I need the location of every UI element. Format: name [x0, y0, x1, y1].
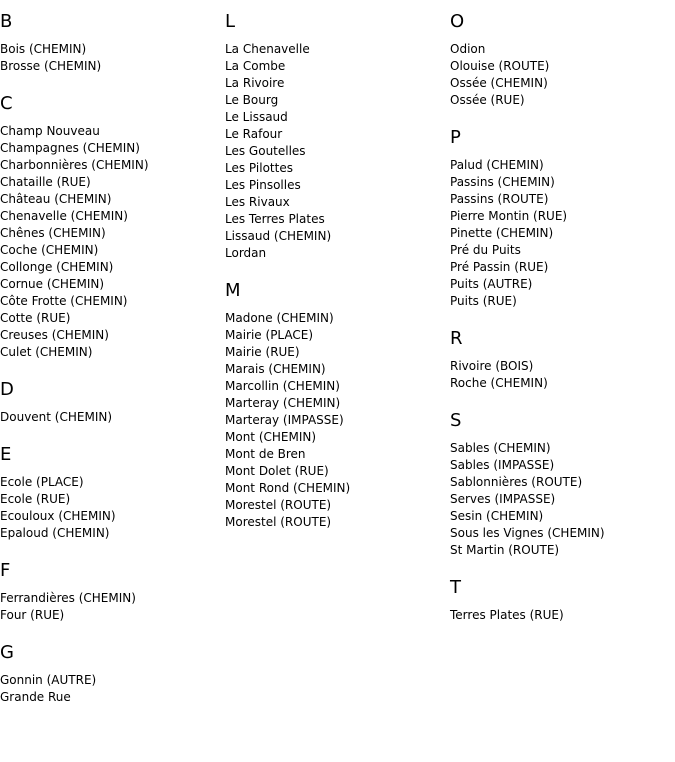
- street-link[interactable]: Passins (ROUTE): [450, 192, 549, 206]
- street-link[interactable]: Morestel (ROUTE): [225, 498, 332, 512]
- street-link[interactable]: Lordan: [225, 246, 267, 260]
- street-link[interactable]: Les Rivaux: [225, 195, 290, 209]
- street-link[interactable]: Epaloud (CHEMIN): [0, 526, 110, 540]
- street-link[interactable]: Madone (CHEMIN): [225, 311, 334, 325]
- street-list: [450, 440, 675, 559]
- street-link[interactable]: Sous les Vignes (CHEMIN): [450, 526, 605, 540]
- street-link[interactable]: La Rivoire: [225, 76, 285, 90]
- letter-heading: T: [450, 577, 461, 598]
- street-link[interactable]: Grande Rue: [0, 690, 71, 704]
- letter-group: [225, 262, 450, 531]
- letter-group: [0, 0, 225, 75]
- street-link[interactable]: Mairie (RUE): [225, 345, 300, 359]
- street-link[interactable]: Culet (CHEMIN): [0, 345, 93, 359]
- street-list: [450, 607, 675, 624]
- street-link[interactable]: Marcollin (CHEMIN): [225, 379, 340, 393]
- street-link[interactable]: Creuses (CHEMIN): [0, 328, 109, 342]
- street-link[interactable]: Morestel (ROUTE): [225, 515, 332, 529]
- street-link[interactable]: Charbonnières (CHEMIN): [0, 158, 149, 172]
- letter-heading: P: [450, 127, 461, 148]
- letter-heading: C: [0, 93, 13, 114]
- street-list: [450, 41, 675, 109]
- street-link[interactable]: Mont Dolet (RUE): [225, 464, 329, 478]
- street-list: [0, 409, 225, 426]
- street-link[interactable]: St Martin (ROUTE): [450, 543, 560, 557]
- street-link[interactable]: Sables (CHEMIN): [450, 441, 551, 455]
- street-link[interactable]: Douvent (CHEMIN): [0, 410, 113, 424]
- street-index-column-2: [225, 0, 450, 531]
- street-link[interactable]: Cornue (CHEMIN): [0, 277, 105, 291]
- street-list: [0, 474, 225, 542]
- letter-heading: M: [225, 280, 241, 301]
- street-link[interactable]: Côte Frotte (CHEMIN): [0, 294, 128, 308]
- street-link[interactable]: Les Terres Plates: [225, 212, 325, 226]
- letter-heading: B: [0, 11, 13, 32]
- street-list: [225, 41, 450, 262]
- letter-group: [450, 0, 675, 109]
- street-list: [0, 41, 225, 75]
- street-list: [0, 590, 225, 624]
- street-link[interactable]: Rivoire (BOIS): [450, 359, 534, 373]
- street-link[interactable]: Chataille (RUE): [0, 175, 91, 189]
- street-link[interactable]: Pinette (CHEMIN): [450, 226, 554, 240]
- street-link[interactable]: Coche (CHEMIN): [0, 243, 99, 257]
- street-link[interactable]: Pré Passin (RUE): [450, 260, 549, 274]
- letter-heading: F: [0, 560, 11, 581]
- letter-heading: O: [450, 11, 465, 32]
- street-link[interactable]: Collonge (CHEMIN): [0, 260, 114, 274]
- street-link[interactable]: Marteray (CHEMIN): [225, 396, 341, 410]
- street-link[interactable]: Champagnes (CHEMIN): [0, 141, 140, 155]
- letter-group: [225, 0, 450, 262]
- letter-group: [0, 624, 225, 706]
- street-link[interactable]: Le Lissaud: [225, 110, 288, 124]
- street-index-column-1: [0, 0, 225, 706]
- street-link[interactable]: Les Goutelles: [225, 144, 306, 158]
- street-link[interactable]: Le Bourg: [225, 93, 279, 107]
- letter-heading: G: [0, 642, 14, 663]
- street-link[interactable]: Puits (AUTRE): [450, 277, 533, 291]
- street-link[interactable]: Pré du Puits: [450, 243, 521, 257]
- letter-group: [450, 310, 675, 392]
- street-link[interactable]: Château (CHEMIN): [0, 192, 112, 206]
- street-link[interactable]: Serves (IMPASSE): [450, 492, 556, 506]
- street-link[interactable]: Mont (CHEMIN): [225, 430, 317, 444]
- street-link[interactable]: Le Rafour: [225, 127, 283, 141]
- street-link[interactable]: Chênes (CHEMIN): [0, 226, 106, 240]
- street-link[interactable]: Gonnin (AUTRE): [0, 673, 97, 687]
- street-link[interactable]: Ossée (RUE): [450, 93, 525, 107]
- street-link[interactable]: Palud (CHEMIN): [450, 158, 544, 172]
- letter-heading: S: [450, 410, 462, 431]
- street-link[interactable]: Ecouloux (CHEMIN): [0, 509, 116, 523]
- street-link[interactable]: La Chenavelle: [225, 42, 310, 56]
- street-index-column-3: [450, 0, 675, 624]
- street-link[interactable]: Sables (IMPASSE): [450, 458, 555, 472]
- letter-group: [450, 109, 675, 310]
- letter-group: [450, 559, 675, 624]
- letter-group: [0, 361, 225, 426]
- street-link[interactable]: Les Pinsolles: [225, 178, 301, 192]
- street-link[interactable]: Sesin (CHEMIN): [450, 509, 544, 523]
- street-list: [450, 358, 675, 392]
- letter-group: [0, 75, 225, 361]
- street-link[interactable]: Champ Nouveau: [0, 124, 100, 138]
- street-list: [0, 123, 225, 361]
- street-link[interactable]: Terres Plates (RUE): [450, 608, 564, 622]
- street-link[interactable]: Bois (CHEMIN): [0, 42, 87, 56]
- street-link[interactable]: La Combe: [225, 59, 286, 73]
- letter-group: [0, 426, 225, 542]
- street-link[interactable]: Odion: [450, 42, 486, 56]
- street-link[interactable]: Chenavelle (CHEMIN): [0, 209, 128, 223]
- letter-heading: D: [0, 379, 14, 400]
- street-link[interactable]: Lissaud (CHEMIN): [225, 229, 332, 243]
- street-link[interactable]: Mairie (PLACE): [225, 328, 314, 342]
- street-link[interactable]: Ossée (CHEMIN): [450, 76, 548, 90]
- street-link[interactable]: Marteray (IMPASSE): [225, 413, 344, 427]
- street-link[interactable]: Ecole (PLACE): [0, 475, 84, 489]
- street-link[interactable]: Passins (CHEMIN): [450, 175, 555, 189]
- street-link[interactable]: Mont de Bren: [225, 447, 306, 461]
- street-link[interactable]: Ecole (RUE): [0, 492, 71, 506]
- street-link[interactable]: Marais (CHEMIN): [225, 362, 326, 376]
- street-link[interactable]: Olouise (ROUTE): [450, 59, 550, 73]
- street-link[interactable]: Cotte (RUE): [0, 311, 71, 325]
- street-list: [450, 157, 675, 310]
- street-link[interactable]: Mont Rond (CHEMIN): [225, 481, 351, 495]
- letter-group: [450, 392, 675, 559]
- street-link[interactable]: Roche (CHEMIN): [450, 376, 548, 390]
- letter-group: [0, 542, 225, 624]
- street-link[interactable]: Sablonnières (ROUTE): [450, 475, 583, 489]
- letter-heading: L: [225, 11, 236, 32]
- letter-heading: E: [0, 444, 12, 465]
- street-list: [225, 310, 450, 531]
- street-link[interactable]: Four (RUE): [0, 608, 65, 622]
- street-link[interactable]: Ferrandières (CHEMIN): [0, 591, 136, 605]
- street-link[interactable]: Puits (RUE): [450, 294, 517, 308]
- street-link[interactable]: Les Pilottes: [225, 161, 293, 175]
- street-link[interactable]: Pierre Montin (RUE): [450, 209, 568, 223]
- street-list: [0, 672, 225, 706]
- letter-heading: R: [450, 328, 463, 349]
- street-link[interactable]: Brosse (CHEMIN): [0, 59, 102, 73]
